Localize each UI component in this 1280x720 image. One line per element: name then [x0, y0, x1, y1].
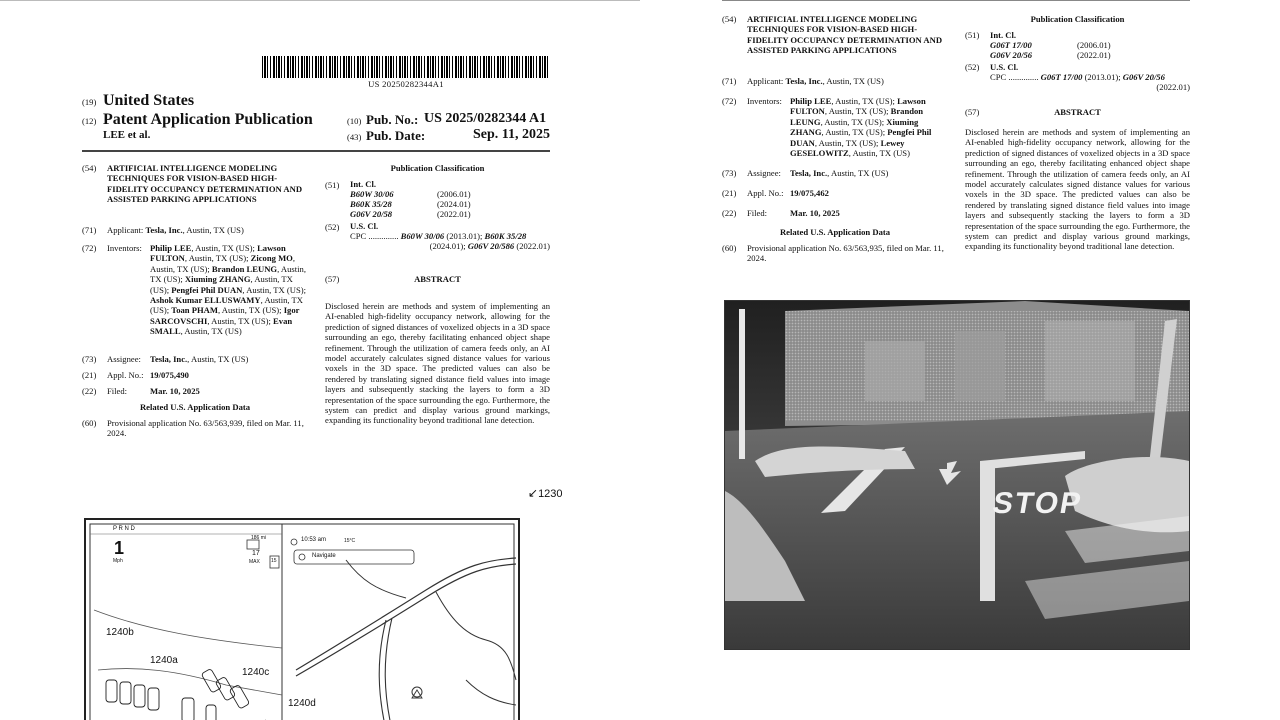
figure-speed-limit: 17: [252, 550, 260, 557]
appl-label-right: Appl. No.:: [747, 188, 784, 198]
int-cl-code-right: (51): [965, 30, 980, 40]
figure-battery: 186 mi: [251, 535, 267, 541]
filed-date: Mar. 10, 2025: [150, 386, 200, 396]
provisional-code: (60): [82, 418, 97, 428]
patent-page-right: [640, 0, 1280, 720]
int-cl-code-r2: G06V 20/56: [990, 50, 1033, 60]
invention-title-right: ARTIFICIAL INTELLIGENCE MODELING TECHNIQUES FOR VISION-BASED HIGH-FIDELITY OCCUPANCY DETERMINATION AND ASSISTED PARKING APPLICATIONS: [747, 14, 943, 56]
filed-label: Filed:: [107, 386, 128, 396]
provisional-text-right: Provisional application No. 63/563,935, filed on Mar. 11, 2024.: [747, 243, 944, 264]
provisional-code-right: (60): [722, 243, 737, 253]
int-cl-date-2: (2024.01): [437, 199, 471, 209]
abstract-heading-right: ABSTRACT: [1054, 107, 1101, 117]
pub-class-heading: Publication Classification: [390, 163, 485, 173]
figure-gear: 1: [114, 538, 125, 558]
applicant-code-right: (71): [722, 76, 737, 86]
pub-date-label: Pub. Date:: [366, 128, 426, 143]
figure-ref-1240a: 1240a: [150, 655, 178, 666]
cpc-line-2-right: (2022.01): [1156, 82, 1190, 92]
country: United States: [103, 92, 195, 109]
title-code: (54): [82, 163, 97, 173]
abstract-code: (57): [325, 274, 340, 284]
assignee-code: (73): [82, 354, 97, 364]
int-cl-label: Int. Cl.: [350, 179, 377, 189]
occupancy-render-drawing: [725, 301, 1189, 649]
road-marking-text: STOP: [990, 487, 1086, 520]
figure-ref-1240d: 1240d: [288, 698, 316, 709]
cpc-line-1: CPC .............. B60W 30/06 (2013.01); B60K 35/28: [350, 231, 527, 241]
pub-class-heading-right: Publication Classification: [1030, 14, 1125, 24]
authors: LEE et al.: [103, 129, 151, 141]
applicant: Applicant: Tesla, Inc., Austin, TX (US): [107, 225, 244, 235]
int-cl-date-1: (2006.01): [437, 189, 471, 199]
related-heading-right: Related U.S. Application Data: [779, 227, 891, 237]
us-cl-label: U.S. Cl.: [350, 221, 379, 231]
figure-prnd: P R N D: [113, 526, 135, 532]
int-cl-code-1: B60W 30/06: [350, 189, 394, 199]
inventors-list-right: Philip LEE, Austin, TX (US); Lawson FULTON, Austin, TX (US); Brandon LEUNG, Austin, TX (US); Xiuming ZHANG, Austin, TX (US); Pengfei Phil DUAN, Austin, TX (US); Lewey GESELOWITZ, Austin, TX (US): [790, 96, 932, 159]
appl-code-right: (21): [722, 188, 737, 198]
filed-code-right: (22): [722, 208, 737, 218]
invention-title: ARTIFICIAL INTELLIGENCE MODELING TECHNIQUES FOR VISION-BASED HIGH-FIDELITY OCCUPANCY DETERMINATION AND ASSISTED PARKING APPLICATIONS: [107, 163, 303, 205]
inventors-label: Inventors:: [107, 243, 142, 253]
barcode: [262, 56, 550, 78]
cpc-line-1-right: CPC .............. G06T 17/00 (2013.01); G06V 20/56: [990, 72, 1165, 82]
appl-no: 19/075,490: [150, 370, 189, 380]
filed-label-right: Filed:: [747, 208, 768, 218]
int-cl-date-r2: (2022.01): [1077, 50, 1111, 60]
figure-gear-sub: Mph: [113, 558, 123, 564]
int-cl-code-3: G06V 20/58: [350, 209, 393, 219]
inventors-label-right: Inventors:: [747, 96, 782, 106]
assignee-label: Assignee:: [107, 354, 141, 364]
figure-speed-sign: 15: [271, 558, 277, 564]
page-top-rule: [0, 0, 640, 1]
filed-date-right: Mar. 10, 2025: [790, 208, 840, 218]
publication-type: Patent Application Publication: [103, 111, 313, 128]
abstract-text-right: Disclosed herein are methods and system of implementing an AI-enabled high-fidelity occupancy network, allowing for the prediction of signed distances of voxelized objects in a 3D space surrounding an ego, thereby facilitating enhanced object shape refinement. Through the utilization of camera feeds only, an AI model accurately calculates signed distance values for various voxels in the 3D space. The predicted values can also be rendered by translating signed distance field values into image layers and subsequently stacking the layers to form a 3D representation of the space surrounding the ego. Furthermore, the system can predict and display various ground markings, expanding its functionality beyond traditional lane detection.: [965, 127, 1190, 252]
int-cl-date-3: (2022.01): [437, 209, 471, 219]
page-top-rule-right: [722, 0, 1190, 1]
assignee: Tesla, Inc., Austin, TX (US): [150, 354, 249, 364]
provisional-text: Provisional application No. 63/563,939, filed on Mar. 11, 2024.: [107, 418, 304, 439]
figure-navigate-placeholder: Navigate: [312, 553, 336, 559]
figure-ref-1240c: 1240c: [242, 667, 270, 678]
inventors-code-right: (72): [722, 96, 737, 106]
related-heading: Related U.S. Application Data: [139, 402, 251, 412]
pub-date-code: (43): [347, 132, 362, 142]
int-cl-code-r1: G06T 17/00: [990, 40, 1032, 50]
abstract-heading: ABSTRACT: [414, 274, 461, 284]
assignee-code-right: (73): [722, 168, 737, 178]
pub-no-label: Pub. No.:: [366, 112, 419, 127]
appl-no-right: 19/075,462: [790, 188, 829, 198]
abstract-text: Disclosed herein are methods and system of implementing an AI-enabled high-fidelity occupancy network, allowing for the prediction of signed distances of voxelized objects in a 3D space surrounding an ego, thereby facilitating enhanced object shape refinement. Through the utilization of camera feeds only, an AI model accurately calculates signed distance values for various voxels in the 3D space. The predicted values can also be rendered by translating signed distance field values into image layers and subsequently stacking the layers to form a 3D representation of the space surrounding the ego. Furthermore, the system can predict and display various ground markings, expanding its functionality beyond traditional lane detection.: [325, 301, 550, 426]
cpc-line-2: (2024.01); G06V 20/586 (2022.01): [429, 241, 550, 251]
us-cl-code-right: (52): [965, 62, 980, 72]
figure-display: [84, 518, 520, 720]
pub-no: US 2025/0282344 A1: [424, 111, 547, 126]
country-code: (19): [82, 97, 97, 107]
inventors-list: Philip LEE, Austin, TX (US); Lawson FULTON, Austin, TX (US); Zicong MO, Austin, TX (US); Brandon LEUNG, Austin, TX (US); Xiuming ZHANG, Austin, TX (US); Pengfei Phil DUAN, Austin, TX (US); Ashok Kumar ELLUSWAMY, Austin, TX (US); Toan PHAM, Austin, TX (US); Igor SARCOVSCHI, Austin, TX (US); Evan SMALL, Austin, TX (US): [150, 243, 306, 337]
int-cl-date-r1: (2006.01): [1077, 40, 1111, 50]
title-code-right: (54): [722, 14, 737, 24]
abstract-code-right: (57): [965, 107, 980, 117]
figure-drawing: [86, 520, 518, 720]
int-cl-code: (51): [325, 180, 340, 190]
us-cl-label-right: U.S. Cl.: [990, 62, 1019, 72]
assignee-label-right: Assignee:: [747, 168, 781, 178]
figure-ref-main: ↙1230: [528, 486, 563, 500]
figure-ref-1240b: 1240b: [106, 627, 134, 638]
header-rule: [82, 150, 550, 152]
figure-speed-limit-label: MAX: [249, 559, 260, 565]
filed-code: (22): [82, 386, 97, 396]
barcode-number: US 20250282344A1: [368, 79, 444, 89]
appl-code: (21): [82, 370, 97, 380]
pub-date: Sep. 11, 2025: [472, 127, 550, 142]
assignee-right: Tesla, Inc., Austin, TX (US): [790, 168, 889, 178]
pub-type-code: (12): [82, 116, 97, 126]
us-cl-code: (52): [325, 222, 340, 232]
appl-label: Appl. No.:: [107, 370, 144, 380]
pub-no-code: (10): [347, 116, 362, 126]
int-cl-label-right: Int. Cl.: [990, 30, 1017, 40]
applicant-code: (71): [82, 225, 97, 235]
figure-time: 10:53 am: [301, 537, 327, 543]
figure-temp: 15°C: [344, 538, 356, 544]
occupancy-render-image: [724, 300, 1190, 650]
applicant-right: Applicant: Tesla, Inc., Austin, TX (US): [747, 76, 884, 86]
int-cl-code-2: B60K 35/28: [350, 199, 392, 209]
inventors-code: (72): [82, 243, 97, 253]
